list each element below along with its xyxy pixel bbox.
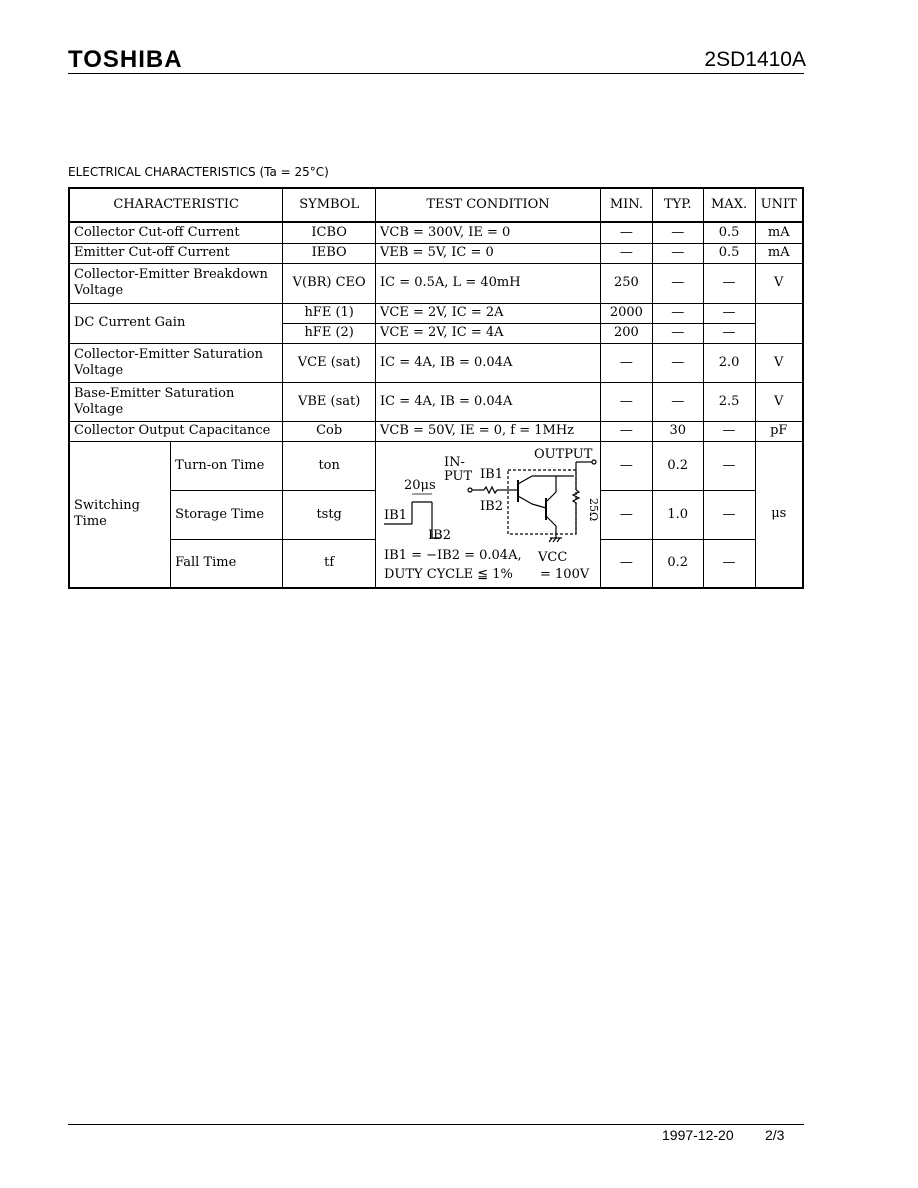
characteristic-cell: DC Current Gain <box>69 303 283 343</box>
typ-cell: — <box>652 303 703 323</box>
symbol-cell: ton <box>283 441 376 490</box>
unit-cell: V <box>755 382 803 421</box>
electrical-characteristics-table <box>68 187 804 589</box>
header-typ: TYP. <box>652 188 703 222</box>
min-cell: — <box>600 490 652 539</box>
ib1-label: IB1 <box>479 467 503 483</box>
min-cell: — <box>600 382 652 421</box>
characteristic-cell: Collector Output Capacitance <box>69 421 283 441</box>
switching-time-group-label: Switching Time <box>69 441 171 588</box>
section-title: ELECTRICAL CHARACTERISTICS (Ta = 25°C) <box>68 165 329 179</box>
vcc-label: VCC <box>537 550 568 566</box>
table-row <box>69 441 803 490</box>
unit-cell: pF <box>755 421 803 441</box>
table-row <box>69 303 803 323</box>
brand-logo: TOSHIBA <box>68 46 183 73</box>
test-condition-cell: VCE = 2V, IC = 2A <box>375 303 600 323</box>
table-row <box>69 263 803 303</box>
test-condition-cell: VCB = 300V, IE = 0 <box>375 222 600 243</box>
max-cell: 0.5 <box>703 243 755 263</box>
unit-cell: V <box>755 263 803 303</box>
max-cell: 2.0 <box>703 343 755 382</box>
min-cell: — <box>600 441 652 490</box>
max-cell: 0.5 <box>703 222 755 243</box>
min-cell: 200 <box>600 323 652 343</box>
test-condition-cell: VCB = 50V, IE = 0, f = 1MHz <box>375 421 600 441</box>
footer-date: 1997-12-20 <box>662 1127 734 1143</box>
characteristic-cell: Base-Emitter Saturation Voltage <box>69 382 283 421</box>
condition-line-1: IB1 = −IB2 = 0.04A, <box>383 548 522 564</box>
max-cell: — <box>703 539 755 588</box>
symbol-cell: Cob <box>283 421 376 441</box>
min-cell: — <box>600 243 652 263</box>
table-row <box>69 382 803 421</box>
typ-cell: — <box>652 263 703 303</box>
typ-cell: 30 <box>652 421 703 441</box>
base-resistor-icon <box>484 487 497 493</box>
header-test-condition: TEST CONDITION <box>375 188 600 222</box>
footer-rule <box>68 1124 804 1125</box>
max-cell: — <box>703 421 755 441</box>
symbol-cell: tf <box>283 539 376 588</box>
characteristic-cell: Collector-Emitter Saturation Voltage <box>69 343 283 382</box>
min-cell: 250 <box>600 263 652 303</box>
ib2-label: IB2 <box>479 499 503 515</box>
output-terminal-icon <box>592 460 596 464</box>
typ-cell: — <box>652 382 703 421</box>
characteristic-cell: Collector Cut-off Current <box>69 222 283 243</box>
max-cell: 2.5 <box>703 382 755 421</box>
switching-name-cell: Turn-on Time <box>171 441 283 490</box>
max-cell: — <box>703 263 755 303</box>
ib2-waveform-label: IB2 <box>427 528 451 544</box>
symbol-cell: tstg <box>283 490 376 539</box>
header-rule <box>68 73 804 74</box>
characteristic-cell: Emitter Cut-off Current <box>69 243 283 263</box>
typ-cell: 0.2 <box>652 539 703 588</box>
unit-cell: V <box>755 343 803 382</box>
max-cell: — <box>703 323 755 343</box>
part-number: 2SD1410A <box>704 48 806 71</box>
test-condition-cell: IC = 0.5A, L = 40mH <box>375 263 600 303</box>
symbol-cell: VBE (sat) <box>283 382 376 421</box>
unit-cell <box>755 303 803 343</box>
min-cell: — <box>600 222 652 243</box>
min-cell: — <box>600 539 652 588</box>
switching-name-cell: Fall Time <box>171 539 283 588</box>
footer-page-number: 2/3 <box>765 1127 785 1143</box>
symbol-cell: ICBO <box>283 222 376 243</box>
unit-cell: μs <box>755 441 803 588</box>
header-unit: UNIT <box>755 188 803 222</box>
characteristic-cell: Collector-Emitter Breakdown Voltage <box>69 263 283 303</box>
unit-cell: mA <box>755 222 803 243</box>
switching-test-circuit <box>375 441 600 588</box>
test-condition-cell: IC = 4A, IB = 0.04A <box>375 382 600 421</box>
input-label-2: PUT <box>443 469 473 485</box>
symbol-cell: IEBO <box>283 243 376 263</box>
table-row <box>69 343 803 382</box>
test-condition-cell: VEB = 5V, IC = 0 <box>375 243 600 263</box>
typ-cell: 1.0 <box>652 490 703 539</box>
typ-cell: — <box>652 243 703 263</box>
header-symbol: SYMBOL <box>283 188 376 222</box>
max-cell: — <box>703 303 755 323</box>
symbol-cell: V(BR) CEO <box>283 263 376 303</box>
table-row <box>69 421 803 441</box>
test-condition-cell: VCE = 2V, IC = 4A <box>375 323 600 343</box>
typ-cell: — <box>652 222 703 243</box>
ib1-waveform-label: IB1 <box>383 508 407 524</box>
typ-cell: — <box>652 343 703 382</box>
header-min: MIN. <box>600 188 652 222</box>
pulse-width-label: 20μs <box>403 478 436 494</box>
output-label: OUTPUT <box>533 447 593 463</box>
min-cell: — <box>600 421 652 441</box>
symbol-cell: VCE (sat) <box>283 343 376 382</box>
condition-line-2: DUTY CYCLE ≦ 1% <box>383 567 513 583</box>
switching-test-circuit-diagram <box>376 442 600 586</box>
header-characteristic: CHARACTERISTIC <box>69 188 283 222</box>
switching-name-cell: Storage Time <box>171 490 283 539</box>
max-cell: — <box>703 441 755 490</box>
test-condition-cell: IC = 4A, IB = 0.04A <box>375 343 600 382</box>
min-cell: 2000 <box>600 303 652 323</box>
table-header-row <box>69 188 803 222</box>
table-row <box>69 243 803 263</box>
vcc-value: = 100V <box>539 567 590 583</box>
symbol-cell: hFE (2) <box>283 323 376 343</box>
input-terminal-icon <box>468 488 472 492</box>
unit-cell: mA <box>755 243 803 263</box>
load-resistor-icon <box>573 490 579 503</box>
input-label: IN- <box>443 455 465 471</box>
typ-cell: 0.2 <box>652 441 703 490</box>
symbol-cell: hFE (1) <box>283 303 376 323</box>
max-cell: — <box>703 490 755 539</box>
table-row <box>69 222 803 243</box>
resistor-label: 25Ω <box>586 498 600 522</box>
min-cell: — <box>600 343 652 382</box>
header-max: MAX. <box>703 188 755 222</box>
typ-cell: — <box>652 323 703 343</box>
